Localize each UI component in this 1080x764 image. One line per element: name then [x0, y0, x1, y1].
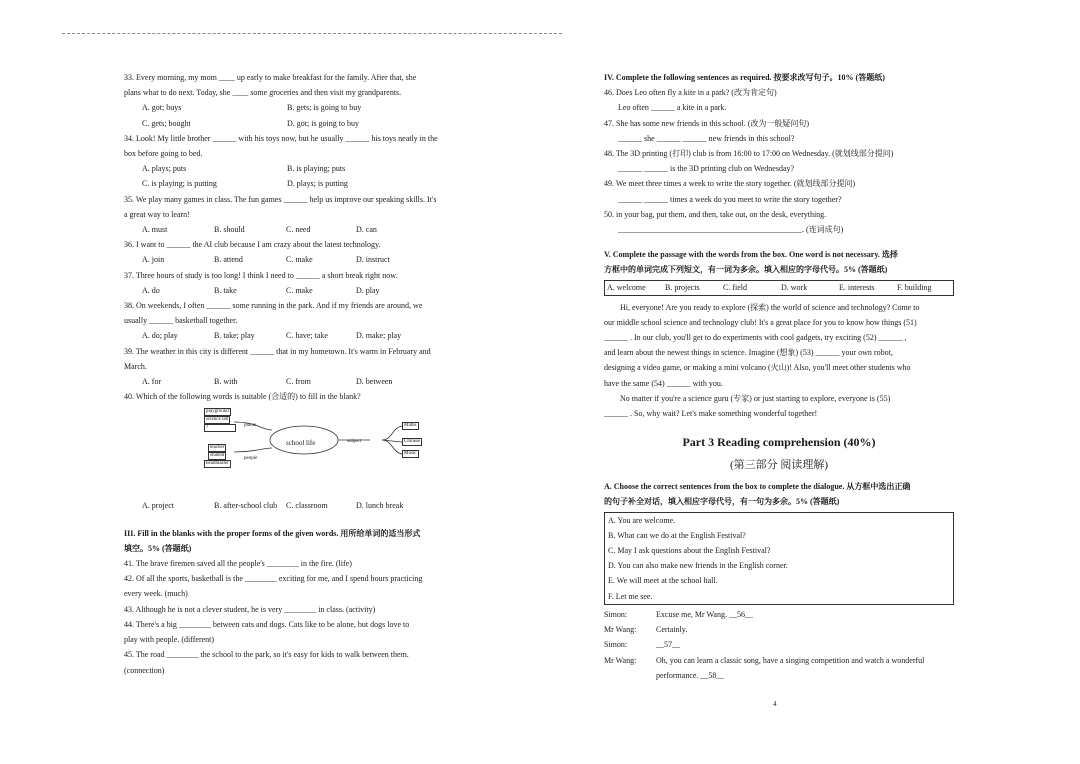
- sentence-option: B. What can we do at the English Festival?: [608, 530, 746, 540]
- left-column: [124, 70, 476, 678]
- option: D. make; play: [356, 331, 402, 341]
- rewrite-line: ______ ______ times a week do you meet to write the story together?: [618, 194, 842, 204]
- q40-options: [124, 498, 476, 513]
- sentence-option: A. You are welcome.: [608, 515, 676, 525]
- sentence-option: D. You can also make new friends in the English corner.: [608, 561, 788, 571]
- question-line: a great way to learn!: [124, 209, 190, 219]
- option-row: [124, 283, 476, 298]
- diagram-box-blank: ?: [204, 424, 236, 432]
- option-row: [124, 100, 476, 115]
- diagram-box-maths: Maths: [404, 423, 417, 429]
- option: D. got; is going to buy: [287, 118, 360, 128]
- option-row: [124, 328, 476, 343]
- option-row: [124, 222, 476, 237]
- part-3-subtitle: (第三部分 阅读理解): [729, 459, 829, 472]
- word-option-c: C. field: [723, 282, 747, 292]
- question-line: 36. I want to ______ the AI club because I am crazy about the latest technology.: [124, 240, 381, 250]
- diagram-box-playground: playground: [206, 409, 229, 415]
- question-line: March.: [124, 361, 147, 371]
- option: A. got; buys: [142, 103, 182, 113]
- sentence-option: C. May I ask questions about the English Festival?: [608, 546, 771, 556]
- diagram-box-student: student: [210, 453, 225, 459]
- rewrite-line: ______ she ______ ______ new friends in this school?: [618, 133, 795, 143]
- section-a-title-cont: 的句子补全对话，填入相应字母代号，有一句为多余。5% (答题纸): [604, 497, 840, 507]
- question-line: 35. We play many games in class. The fun games ______ help us improve our speaking skills. It's: [124, 194, 437, 204]
- fill-blank-line: (connection): [124, 665, 165, 675]
- passage-line: ______ . So, why wait? Let's make something wonderful together!: [604, 409, 818, 419]
- dialogue-row: [604, 622, 954, 637]
- fill-blank-line: 45. The road ________ the school to the park, so it's easy for kids to walk between them.: [124, 650, 409, 660]
- rewrite-line: 47. She has some new friends in this school. (改为一般疑问句): [604, 118, 810, 128]
- option: B. should: [214, 225, 245, 235]
- diagram-label-people: people: [244, 456, 258, 462]
- word-option-f: F. building: [897, 282, 932, 292]
- q40-option-a: A. project: [142, 501, 174, 511]
- part-3-title: Part 3 Reading comprehension (40%): [682, 435, 876, 450]
- option: A. do; play: [142, 331, 178, 341]
- diagram-box-science-lab: science lab: [206, 417, 229, 423]
- word-box: [604, 280, 954, 296]
- word-option-e: E. interests: [839, 282, 875, 292]
- option: B. is playing; puts: [287, 164, 346, 174]
- dialogue-row: [604, 637, 954, 652]
- option-row: [124, 161, 476, 176]
- rewrite-line: ______________________________________________. (连词成句): [618, 225, 844, 235]
- section-5-title-cont: 方框中的单词完成下列短文，有一词为多余。填入相应的字母代号。5% (答题纸): [604, 265, 888, 275]
- word-option-b: B. projects: [665, 282, 700, 292]
- diagram-center-school-life: school life: [286, 439, 316, 448]
- option-row: [124, 116, 476, 131]
- diagram-label-places: places: [244, 423, 257, 429]
- diagram-box-music: Music: [404, 451, 417, 457]
- sentence-option: E. We will meet at the school hall.: [608, 576, 718, 586]
- passage-line: have the same (54) ______ with you.: [604, 378, 723, 388]
- right-column: [604, 70, 954, 683]
- diagram-box-teacher: teacher: [210, 445, 225, 451]
- dialogue-speaker: Mr Wang:: [604, 625, 637, 635]
- rewrite-line: 46. Does Leo often fly a kite in a park? (改为肯定句): [604, 88, 777, 98]
- diagram-box-chinese: Chinese: [404, 439, 421, 445]
- section-4-title: IV. Complete the following sentences as required. 按要求改写句子。10% (答题纸): [604, 73, 885, 82]
- option: B. take: [214, 285, 237, 295]
- fill-blank-line: 44. There's a big ________ between cats and dogs. Cats like to be alone, but dogs love to: [124, 619, 410, 629]
- option: C. from: [286, 377, 311, 387]
- question-line: 38. On weekends, I often ______ some running in the park. And if my friends are around, we: [124, 301, 423, 311]
- dialogue-speaker: Simon:: [604, 609, 628, 619]
- rewrite-line: 50. in your bag, put them, and then, take out, on the desk, everything.: [604, 209, 827, 219]
- option: B. with: [214, 377, 238, 387]
- option-row: [124, 252, 476, 267]
- option: B. take; play: [214, 331, 255, 341]
- dialogue-speaker: Mr Wang:: [604, 655, 637, 665]
- passage-line: our middle school science and technology club! It's a great place for you to know how things (51): [604, 317, 917, 327]
- fill-blank-line: 42. Of all the sports, basketball is the ________ exciting for me, and I spend hours practicing: [124, 574, 423, 584]
- option: A. for: [142, 377, 162, 387]
- fill-blank-line: 43. Although he is not a clever student, he is very ________ in class. (activity): [124, 604, 376, 614]
- option: D. play: [356, 285, 380, 295]
- dialogue-text: Certainly.: [656, 625, 688, 635]
- mind-map-diagram: [202, 408, 452, 492]
- option: D. can: [356, 225, 377, 235]
- option: B. attend: [214, 255, 243, 265]
- option: A. do: [142, 285, 160, 295]
- option-row: [124, 176, 476, 191]
- section-5-title: V. Complete the passage with the words from the box. One word is not necessary. 选择: [604, 250, 898, 260]
- option: C. is playing; is putting: [142, 179, 217, 189]
- dialogue-row: [604, 653, 954, 668]
- question-line: 39. The weather in this city is different ______ that in my hometown. It's warm in February and: [124, 346, 431, 356]
- fill-blank-line: 41. The brave firemen saved all the people's ________ in the fire. (life): [124, 559, 352, 569]
- passage-line: Hi, everyone! Are you ready to explore (探索) the world of science and technology? Come to: [620, 302, 920, 312]
- passage-line: designing a video game, or making a mini volcano (火山)! Also, you'll meet other students who: [604, 363, 911, 373]
- fill-blank-line: play with people. (different): [124, 635, 215, 645]
- dialogue-text: performance. __58__: [656, 670, 725, 680]
- top-divider: [62, 33, 562, 34]
- rewrite-line: 48. The 3D printing (打印) club is from 16:00 to 17:00 on Wednesday. (就划线部分提问): [604, 149, 894, 159]
- question-line: box before going to bed.: [124, 149, 203, 159]
- passage-line: ______ . In our club, you'll get to do experiments with cool gadgets, try exciting (52) ______ ,: [604, 333, 907, 343]
- word-option-d: D. work: [781, 282, 808, 292]
- fill-blank-line: every week. (much): [124, 589, 188, 599]
- option-row: [124, 374, 476, 389]
- sentence-option: F. Let me see.: [608, 591, 653, 601]
- diagram-box-headmaster: headmaster: [206, 461, 229, 467]
- option: C. make: [286, 255, 313, 265]
- rewrite-line: ______ ______ is the 3D printing club on Wednesday?: [618, 164, 795, 174]
- question-line: 33. Every morning, my mom ____ up early to make breakfast for the family. After that, she: [124, 73, 417, 82]
- option: C. gets; bought: [142, 118, 191, 128]
- question-line: 40. Which of the following words is suitable (合适的) to fill in the blank?: [124, 392, 361, 402]
- question-line: plans what to do next. Today, she ____ some groceries and then visit my grandparents.: [124, 88, 402, 98]
- option: A. join: [142, 255, 165, 265]
- option: B. gets; is going to buy: [287, 103, 362, 113]
- option: D. plays; is putting: [287, 179, 348, 189]
- q40-option-c: C. classroom: [286, 501, 328, 511]
- diagram-label-subject: subject: [347, 439, 362, 445]
- passage-line: No matter if you're a science guru (专家) or just starting to explore, everyone is (55): [620, 393, 891, 403]
- option: C. need: [286, 225, 311, 235]
- section-3-title-cont: 填空。5% (答题纸): [124, 543, 192, 553]
- question-line: 37. Three hours of study is too long! I think I need to ______ a short break right now.: [124, 270, 398, 280]
- page-number: 4: [773, 700, 777, 708]
- option: C. have; take: [286, 331, 328, 341]
- word-option-a: A. welcome: [607, 282, 646, 292]
- question-line: usually ______ basketball together.: [124, 316, 238, 326]
- q40-option-d: D. lunch break: [356, 501, 404, 511]
- section-a-title: A. Choose the correct sentences from the box to complete the dialogue. 从方框中选出正确: [604, 482, 911, 492]
- passage-line: and learn about the newest things in science. Imagine (想象) (53) ______ your own robot,: [604, 348, 893, 358]
- option: C. make: [286, 285, 313, 295]
- dialogue-text: Oh, you can learn a classic song, have a singing competition and watch a wonderful: [656, 655, 925, 665]
- dialogue-row: [604, 607, 954, 622]
- dialogue-speaker: Simon:: [604, 640, 628, 650]
- dialogue-text: __57__: [656, 640, 680, 650]
- rewrite-line: 49. We meet three times a week to write the story together. (就划线部分提问): [604, 179, 856, 189]
- sentence-box: [604, 512, 954, 605]
- dialogue-text: Excuse me, Mr Wang. __56__: [656, 609, 753, 619]
- q40-option-b: B. after-school club: [214, 501, 278, 511]
- option: A. must: [142, 225, 168, 235]
- option: D. between: [356, 377, 393, 387]
- rewrite-line: Leo often ______ a kite in a park.: [618, 103, 727, 113]
- dialogue-row: [604, 668, 954, 683]
- dialogue-speaker: [604, 668, 656, 683]
- option: A. plays; puts: [142, 164, 187, 174]
- question-line: 34. Look! My little brother ______ with his toys now, but he usually ______ his toys neatly in the: [124, 133, 438, 143]
- section-3-title: III. Fill in the blanks with the proper forms of the given words. 用所给单词的适当形式: [124, 528, 421, 538]
- option: D. instruct: [356, 255, 390, 265]
